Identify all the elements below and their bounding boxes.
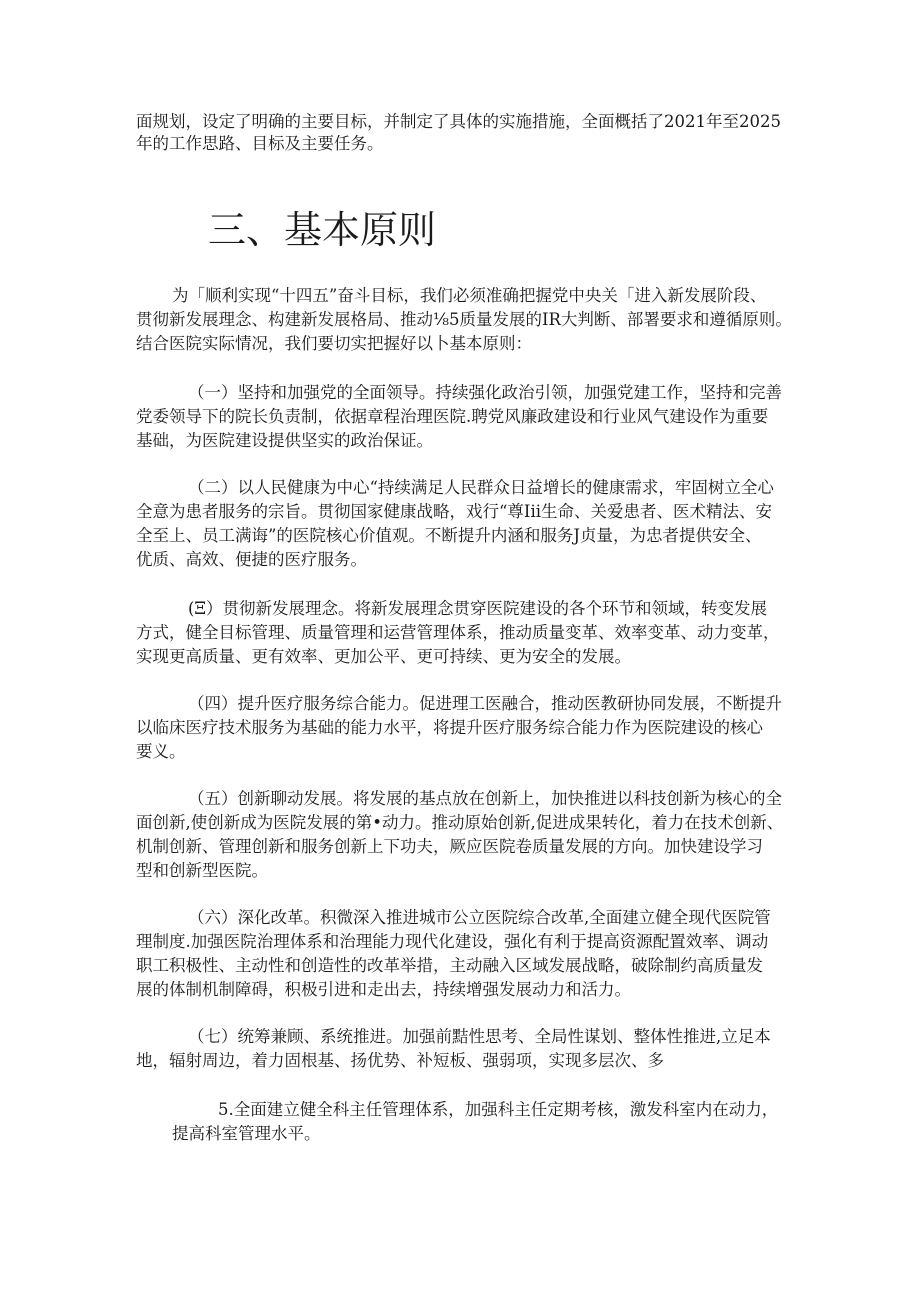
lead-line: 为「顺利实现“十四五”奋斗目标，我们必须准确把握党中央关「进入新发展阶段、: [172, 286, 767, 305]
principle-1-line: （一）坚持和加强党的全面领导。持续强化政治引领，加强党建工作，坚持和完善: [188, 383, 782, 402]
principle-6-line: 职工积极性、主动性和创造性的改革举措，主动融入区域发展战略，破除制约高质量发: [136, 956, 763, 975]
principle-1-line: 党委领导下的院长负责制，依据章程治理医院.聘党风廉政建设和行业风气建设作为重要: [136, 407, 769, 426]
principle-7-line: 地，辐射周边，着力固根基、扬优势、补短板、强弱项，实现多层次、多: [136, 1051, 664, 1070]
item-5-line: 5.全面建立健全科主任管理体系，加强科主任定期考核，激发科室内在动力，: [218, 1100, 779, 1119]
principle-5-line: 机制创新、管理创新和服务创新上下功夫，厥应医院卷质量发展的方向。加快建设学习: [136, 837, 763, 856]
principle-3-line: 方式，健全目标管理、质量管理和运营管理体系，推动质量变革、效率变革、动力变革，: [136, 623, 780, 642]
section-heading: 三、基本原则: [208, 208, 437, 252]
principle-6-line: （六）深化改革。积微深入推进城市公立医院综合改革,全面建立健全现代医院管: [188, 908, 771, 927]
principle-3-line: (Ξ）贯彻新发展理念。将新发展理念贯穿医院建设的各个环节和领域，转变发展: [188, 599, 768, 618]
principle-4-line: 要义。: [136, 742, 186, 761]
principle-2-line: 全至上、员工满诲”的医院核心价值观。不断提升内涵和服务J贞量，为忠者提供安全、: [136, 526, 762, 545]
principle-1-line: 基础，为医院建设提供坚实的政治保证。: [136, 431, 433, 450]
principle-6-line: 展的体制机制障碍，积极引进和走出去，持续增强发展动力和活力。: [136, 980, 631, 999]
lead-line: 贯彻新发展理念、构建新发展格局、推动⅛5质量发展的IR大判断、部署要求和遵循原则。: [136, 310, 792, 329]
lead-line: 结合医院实际情况，我们要切实把握好以卜基本原则：: [136, 334, 532, 353]
item-5-line: 提高科室管理水平。: [172, 1124, 321, 1143]
principle-5-line: 面创新,使创新成为医院发展的第•动力。推动原始创新,促进成果转化，着力在技术创新、: [136, 813, 784, 832]
intro-line: 年的工作思路、目标及主要任务。: [136, 134, 384, 153]
principle-4-line: 以临床医疗技术服务为基础的能力水平，将提升医疗服务综合能力作为医院建设的核心: [136, 718, 763, 737]
principle-3-line: 实现更高质量、更有效率、更加公平、更可持续、更为安全的发展。: [136, 647, 631, 666]
principle-2-line: 优质、高效、便捷的医疗服务。: [136, 550, 367, 569]
principle-2-line: （二）以人民健康为中心“持续满足人民群众日益增长的健康需求，牢固树立全心: [188, 478, 774, 497]
principle-5-line: （五）创新聊动发展。将发展的基点放在创新上，加快推进以科技创新为核心的全: [188, 789, 782, 808]
intro-line: 面规划，设定了明确的主要目标，并制定了具体的实施措施，全面概括了2021年至2025: [136, 112, 781, 131]
principle-6-line: 理制度.加强医院治理体系和治理能力现代化建设，强化有利于提高资源配置效率、调动: [136, 932, 769, 951]
principle-4-line: （四）提升医疗服务综合能力。促进理工医融合，推动医教研协同发展，不断提升: [188, 694, 782, 713]
principle-7-line: （七）统筹兼顾、系统推进。加强前黠性思考、全局性谋划、整体性推进,立足本: [188, 1027, 771, 1046]
principle-2-line: 全意为患者服务的宗旨。贯彻国家健康战略，戏行“尊Iii生命、关爱患者、医术精法、安: [136, 502, 773, 521]
principle-5-line: 型和创新型医院。: [136, 861, 268, 880]
